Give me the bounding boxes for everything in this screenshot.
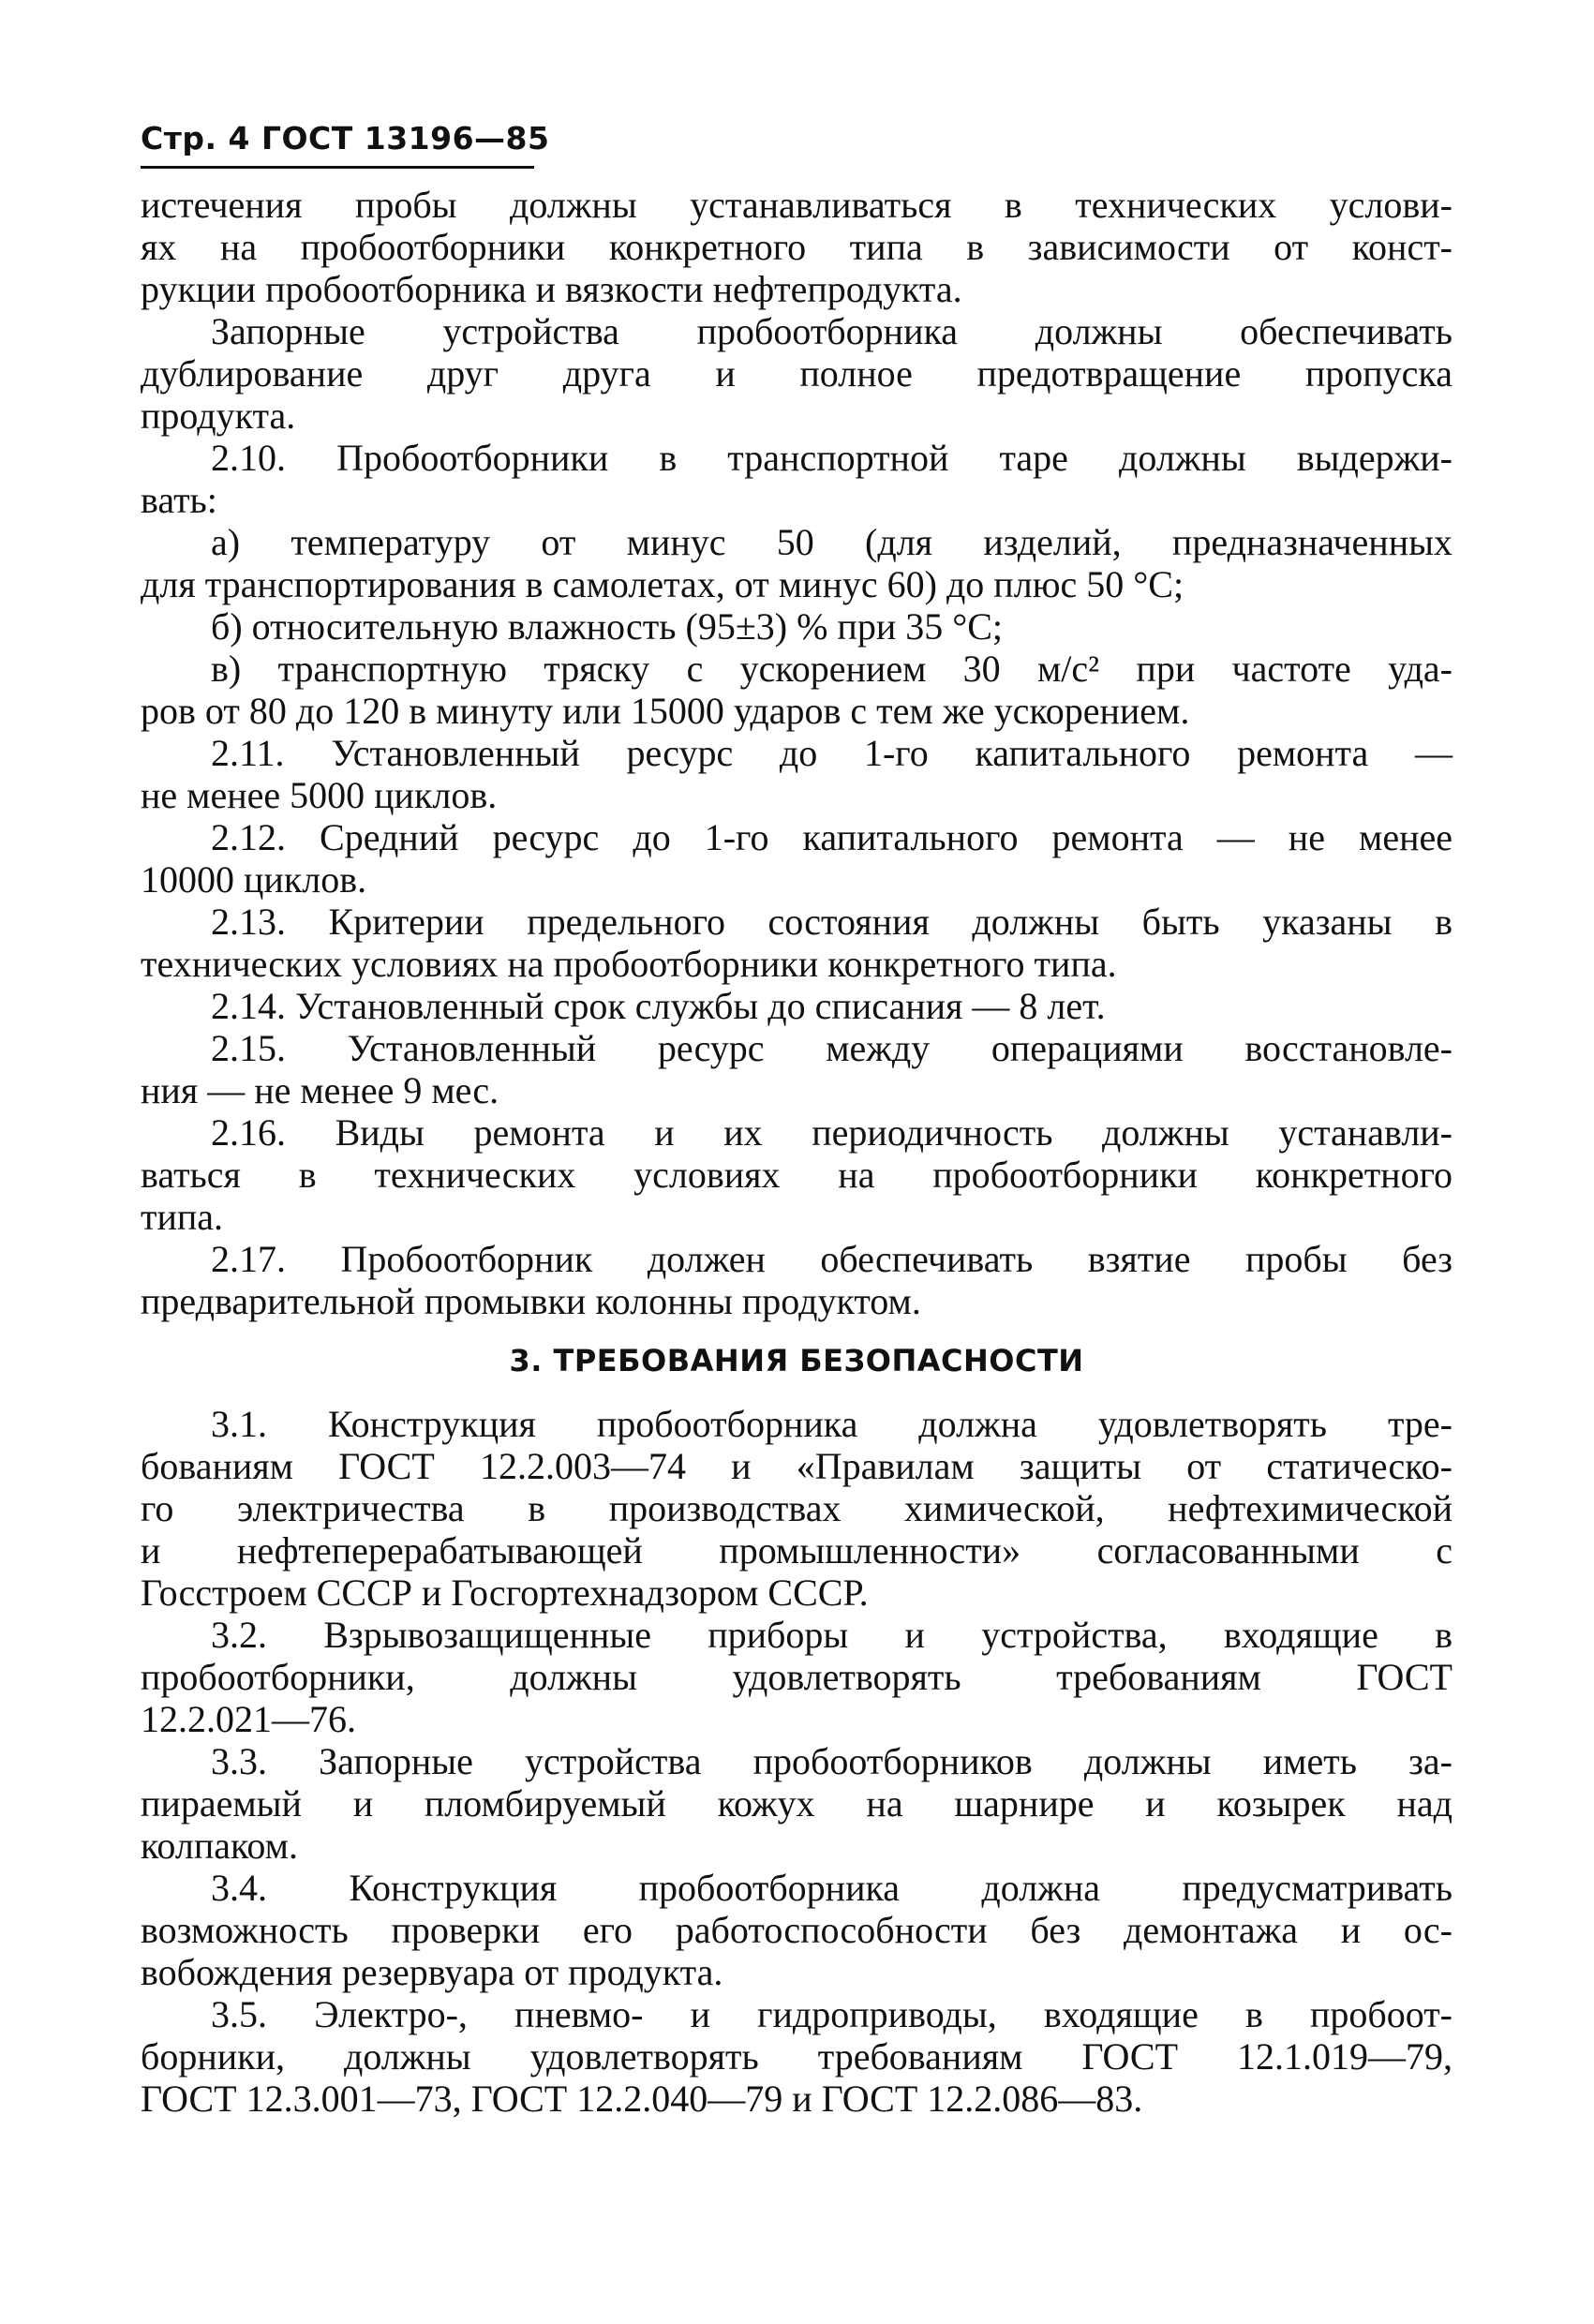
text-line: 3.1. Конструкция пробоотборника должна удовлетворять тре- bbox=[211, 1403, 1452, 1445]
text-line: ров от 80 до 120 в минуту или 15000 ударов с тем же ускорением. bbox=[141, 690, 1190, 732]
text-line: 3.5. Электро-, пневмо- и гидроприводы, входящие в пробоот- bbox=[211, 1993, 1452, 2035]
text-line: типа. bbox=[141, 1196, 224, 1238]
paragraph bbox=[141, 605, 1452, 648]
text-line: вать: bbox=[141, 479, 217, 521]
paragraph bbox=[141, 184, 1452, 310]
text-line: 2.15. Установленный ресурс между операциями восстановле- bbox=[211, 1027, 1452, 1069]
paragraph bbox=[141, 1238, 1452, 1322]
text-line: 3.3. Запорные устройства пробоотборников должны иметь за- bbox=[211, 1740, 1452, 1782]
text-line: дублирование друг друга и полное предотвращение пропуска bbox=[141, 352, 1452, 395]
text-line: в) транспортную тряску с ускорением 30 м/с² при частоте уда- bbox=[211, 648, 1452, 690]
text-line: истечения пробы должны устанавливаться в технических услови- bbox=[141, 184, 1452, 226]
paragraph bbox=[141, 1614, 1452, 1740]
text-line: пробоотборники, должны удовлетворять требованиям ГОСТ bbox=[141, 1656, 1452, 1698]
text-line: 2.11. Установленный ресурс до 1-го капитального ремонта — bbox=[211, 732, 1452, 774]
paragraph bbox=[141, 901, 1452, 985]
text-line: не менее 5000 циклов. bbox=[141, 774, 498, 816]
text-line: пираемый и пломбируемый кожух на шарнире и козырек над bbox=[141, 1782, 1452, 1825]
text-line: вобождения резервуара от продукта. bbox=[141, 1951, 723, 1993]
paragraph bbox=[141, 521, 1452, 605]
section-3-body bbox=[141, 1403, 1452, 2120]
paragraph bbox=[141, 1403, 1452, 1614]
paragraph bbox=[141, 648, 1452, 732]
paragraph bbox=[141, 816, 1452, 901]
text-line: и нефтеперерабатывающей промышленности» согласованными с bbox=[141, 1529, 1452, 1572]
text-line: го электричества в производствах химической, нефтехимической bbox=[141, 1487, 1452, 1529]
text-line: 2.16. Виды ремонта и их периодичность должны устанавли- bbox=[211, 1111, 1452, 1154]
text-line: ваться в технических условиях на пробоотборники конкретного bbox=[141, 1154, 1452, 1196]
text-line: 3.2. Взрывозащищенные приборы и устройства, входящие в bbox=[211, 1614, 1452, 1656]
paragraph bbox=[141, 1111, 1452, 1238]
text-line: для транспортирования в самолетах, от минус 60) до плюс 50 °С; bbox=[141, 563, 1184, 605]
text-line: продукта. bbox=[141, 395, 296, 437]
text-line: технических условиях на пробоотборники конкретного типа. bbox=[141, 943, 1117, 985]
text-line: 2.12. Средний ресурс до 1-го капитального ремонта — не менее bbox=[211, 816, 1452, 858]
section-3-heading: 3. ТРЕБОВАНИЯ БЕЗОПАСНОСТИ bbox=[509, 1343, 1084, 1378]
text-line: возможность проверки его работоспособности без демонтажа и ос- bbox=[141, 1909, 1452, 1951]
paragraph bbox=[141, 985, 1452, 1027]
document-page bbox=[141, 120, 1452, 2120]
text-line: 2.14. Установленный срок службы до списания — 8 лет. bbox=[211, 985, 1106, 1027]
text-line: 2.10. Пробоотборники в транспортной таре должны выдержи- bbox=[211, 437, 1452, 479]
paragraph bbox=[141, 1027, 1452, 1111]
text-line: 12.2.021—76. bbox=[141, 1698, 356, 1740]
section-2-continuation bbox=[141, 184, 1452, 1322]
text-line: ГОСТ 12.3.001—73, ГОСТ 12.2.040—79 и ГОСТ 12.2.086—83. bbox=[141, 2078, 1143, 2120]
page-header: Стр. 4 ГОСТ 13196—85 bbox=[141, 120, 534, 169]
text-line: борники, должны удовлетворять требованиям ГОСТ 12.1.019—79, bbox=[141, 2035, 1452, 2078]
text-line: бованиям ГОСТ 12.2.003—74 и «Правилам защиты от статическо- bbox=[141, 1445, 1452, 1487]
paragraph bbox=[141, 1993, 1452, 2120]
paragraph bbox=[141, 437, 1452, 521]
paragraph bbox=[141, 732, 1452, 816]
text-line: б) относительную влажность (95±3) % при 35 °С; bbox=[211, 605, 1004, 648]
text-line: 2.13. Критерии предельного состояния должны быть указаны в bbox=[211, 901, 1452, 943]
text-line: 3.4. Конструкция пробоотборника должна предусматривать bbox=[211, 1867, 1452, 1909]
text-line: Запорные устройства пробоотборника должны обеспечивать bbox=[211, 310, 1452, 352]
text-line: ях на пробоотборники конкретного типа в зависимости от конст- bbox=[141, 226, 1452, 268]
text-line: рукции пробоотборника и вязкости нефтепродукта. bbox=[141, 268, 962, 310]
text-line: ния — не менее 9 мес. bbox=[141, 1069, 499, 1111]
text-line: 10000 циклов. bbox=[141, 858, 367, 901]
paragraph bbox=[141, 310, 1452, 437]
text-line: предварительной промывки колонны продуктом. bbox=[141, 1280, 921, 1322]
text-line: а) температуру от минус 50 (для изделий, предназначенных bbox=[211, 521, 1452, 563]
text-line: Госстроем СССР и Госгортехнадзором СССР. bbox=[141, 1572, 869, 1614]
paragraph bbox=[141, 1740, 1452, 1867]
text-line: 2.17. Пробоотборник должен обеспечивать взятие пробы без bbox=[211, 1238, 1452, 1280]
text-line: колпаком. bbox=[141, 1825, 298, 1867]
paragraph bbox=[141, 1867, 1452, 1993]
